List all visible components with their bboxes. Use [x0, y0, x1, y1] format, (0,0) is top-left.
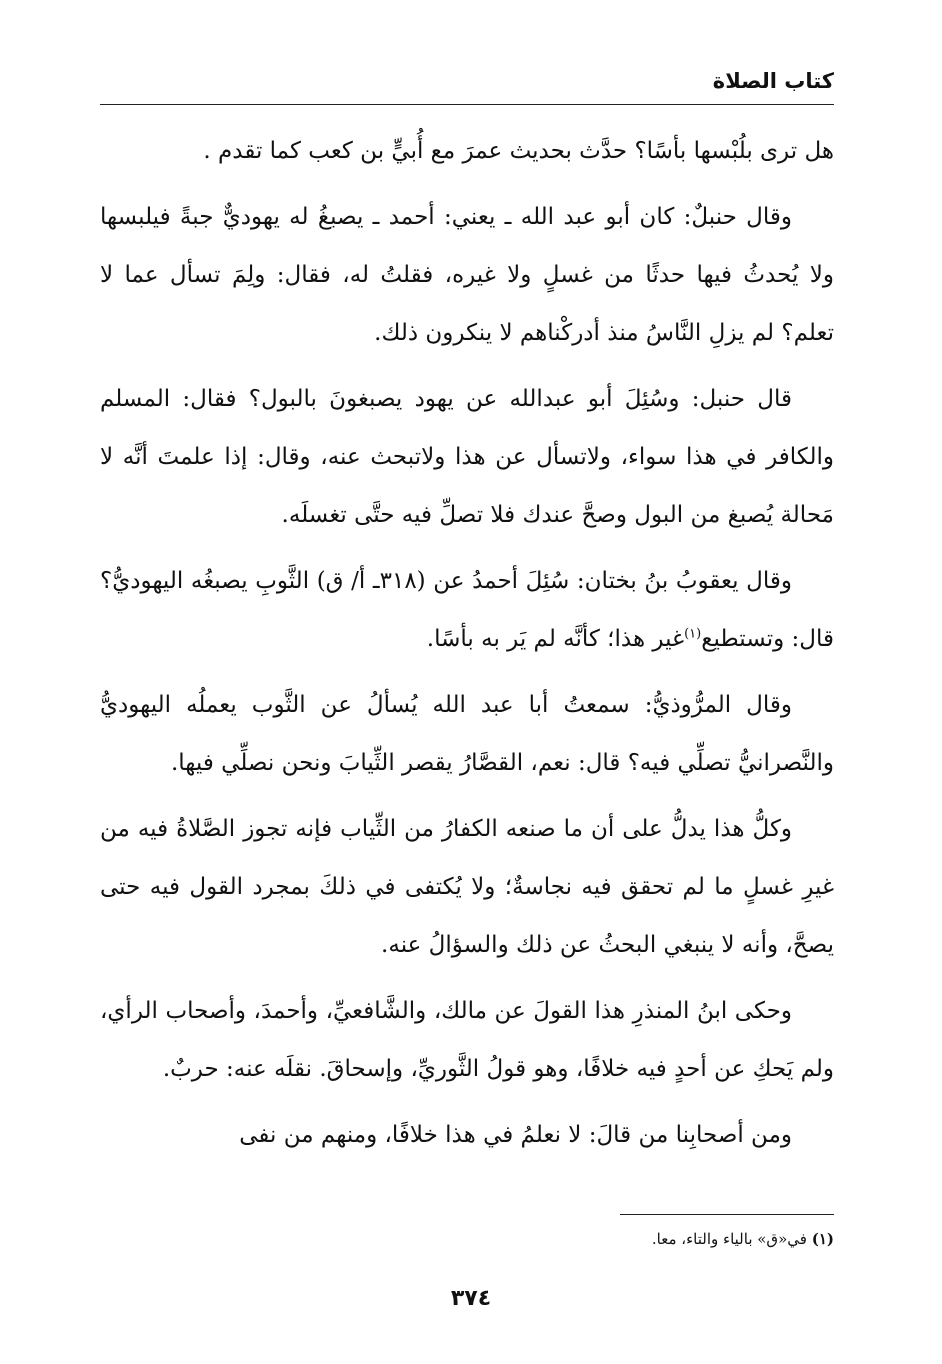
- paragraph-6: وكلُّ هذا يدلُّ على أن ما صنعه الكفارُ من الثِّياب فإنه تجوز الصَّلاةُ فيه من غيرِ غسلٍ ما لم تحقق فيه نجاسةٌ؛ ولا يُكتفى في ذلكَ بمجرد القول فيه حتى يصحَّ، وأنه لا ينبغي البحثُ عن ذلك والسؤالُ عنه.: [100, 816, 834, 958]
- paragraph-8: ومن أصحابِنا من قالَ: لا نعلمُ في هذا خلافًا، ومنهم من نفى: [239, 1122, 792, 1148]
- footnote-rule: [620, 1214, 834, 1215]
- paragraph-7: وحكى ابنُ المنذرِ هذا القولَ عن مالك، والشَّافعيِّ، وأحمدَ، وأصحاب الرأي، ولم يَحكِ عن أحدٍ فيه خلافًا، وهو قولُ الثَّوريِّ، وإسحاقَ. نقلَه عنه: حربٌ.: [100, 998, 834, 1082]
- paragraph-4-part-1: وقال يعقوبُ بنُ بختان: سُئِلَ أحمدُ عن (٣١٨ـ أ/ ق) الثَّوبِ يصبغُه اليهوديُّ؟ قال: وتستطيع: [100, 568, 834, 652]
- footnote-marker: (١): [684, 626, 702, 642]
- footnote-number: (١): [811, 1230, 834, 1248]
- paragraph-5: وقال المرُّوذيُّ: سمعتُ أبا عبد الله يُسألُ عن الثَّوب يعملُه اليهوديُّ والنَّصرانيُّ تصلِّي فيه؟ قال: نعم، القصَّارُ يقصر الثِّيابَ ونحن نصلِّي فيها.: [100, 692, 834, 776]
- footnote: [652, 1226, 834, 1252]
- paragraph-2: وقال حنبلٌ: كان أبو عبد الله ـ يعني: أحمد ـ يصبغُ له يهوديٌّ جبةً فيلبسها ولا يُحدثُ فيها حدثًا من غسلٍ ولا غيره، فقلتُ له، فقال: ولِمَ تسأل عما لا تعلم؟ لم يزلِ النَّاسُ منذ أدركْناهم لا ينكرون ذلك.: [100, 204, 834, 346]
- header-rule: [100, 104, 834, 105]
- page-number: ٣٧٤: [450, 1286, 492, 1311]
- paragraph-1: هل ترى بلُبْسها بأسًا؟ حدَّث بحديث عمرَ مع أُبيٍّ بن كعب كما تقدم .: [203, 138, 834, 164]
- main-text: [100, 122, 834, 1172]
- paragraph-3: قال حنبل: وسُئِلَ أبو عبدالله عن يهود يصبغونَ بالبول؟ فقال: المسلم والكافر في هذا سواء، ولاتسأل عن هذا ولاتبحث عنه، وقال: إذا علمتَ أنَّه لا مَحالة يُصبغ من البول وصحَّ عندك فلا تصلِّ فيه حتَّى تغسلَه.: [100, 386, 834, 528]
- paragraph-4-part-2: غير هذا؛ كأنَّه لم يَر به بأسًا.: [426, 626, 685, 652]
- paragraph-4: [100, 552, 834, 668]
- running-head-title: كتاب الصلاة: [712, 69, 834, 93]
- footnote-text: في«ق» بالياء والتاء، معا.: [651, 1230, 807, 1248]
